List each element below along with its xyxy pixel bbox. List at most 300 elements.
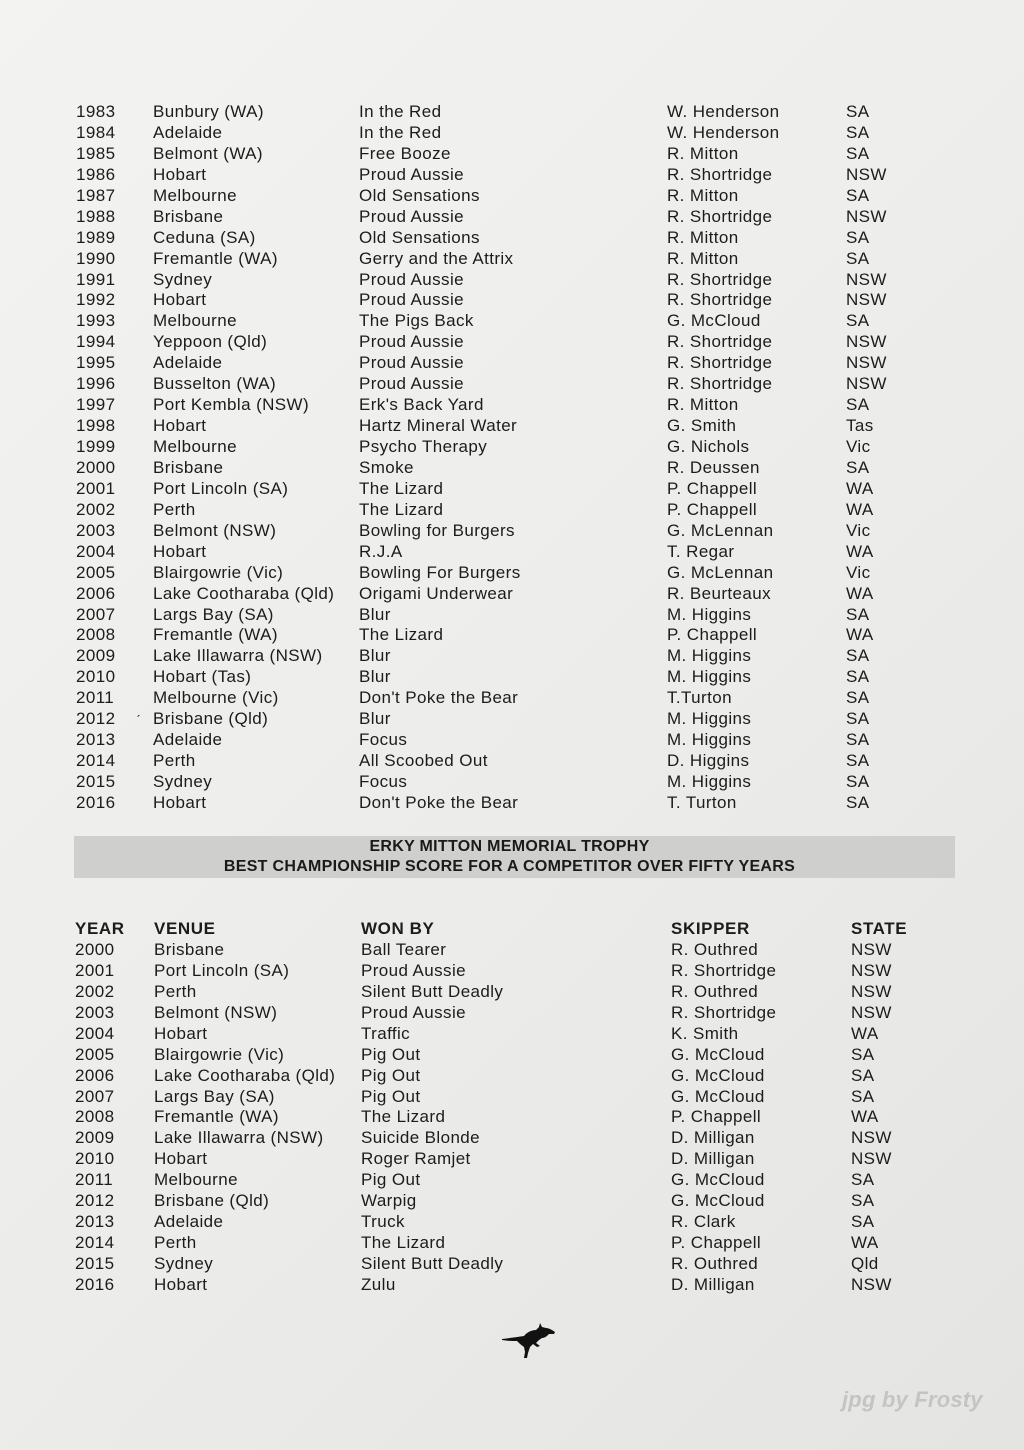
cell-skipper: R. Shortridge bbox=[667, 374, 773, 394]
cell-venue: Sydney bbox=[153, 772, 213, 791]
cell-won-by: Truck bbox=[361, 1212, 405, 1232]
cell-year: 1998 bbox=[76, 416, 116, 436]
cell-skipper: R. Mitton bbox=[667, 227, 739, 247]
cell-venue: Melbourne bbox=[154, 1170, 238, 1190]
cell-won-by: Zulu bbox=[361, 1274, 396, 1294]
table-row bbox=[0, 437, 1024, 458]
cell-skipper: P. Chappell bbox=[667, 499, 758, 519]
cell-venue: Port Lincoln (SA) bbox=[154, 960, 290, 980]
cell-state: NSW bbox=[846, 164, 887, 184]
cell-state: SA bbox=[846, 792, 870, 812]
cell-venue: Melbourne bbox=[153, 311, 237, 331]
cell-state: NSW bbox=[851, 939, 892, 959]
cell-won-by: Blur bbox=[359, 646, 391, 666]
cell-won-by: Hartz Mineral Water bbox=[359, 416, 518, 436]
cell-skipper: M. Higgins bbox=[667, 709, 752, 729]
table-row bbox=[0, 542, 1024, 563]
cell-venue: Belmont (WA) bbox=[153, 143, 263, 163]
cell-skipper: M. Higgins bbox=[667, 604, 752, 624]
cell-venue: Sydney bbox=[153, 269, 213, 289]
cell-skipper: R. Shortridge bbox=[667, 332, 773, 352]
cell-won-by: Suicide Blonde bbox=[361, 1128, 481, 1148]
cell-venue: Sydney bbox=[154, 1254, 214, 1273]
cell-venue: Belmont (NSW) bbox=[154, 1002, 278, 1022]
cell-skipper: W. Henderson bbox=[667, 102, 780, 121]
cell-venue: Yeppoon (Qld) bbox=[153, 332, 268, 352]
cell-year: 2010 bbox=[75, 1149, 115, 1169]
cell-skipper: R. Deussen bbox=[667, 457, 760, 477]
cell-won-by: Free Booze bbox=[359, 143, 451, 163]
cell-venue: Brisbane (Qld) bbox=[154, 1191, 270, 1211]
cell-venue: Fremantle (WA) bbox=[153, 625, 278, 645]
cell-venue: Perth bbox=[153, 751, 196, 771]
cell-state: NSW bbox=[846, 206, 887, 226]
cell-skipper: G. McCloud bbox=[671, 1044, 765, 1064]
cell-won-by: In the Red bbox=[359, 122, 442, 142]
cell-state: SA bbox=[846, 730, 870, 750]
cell-venue: Adelaide bbox=[153, 122, 223, 142]
cell-skipper: R. Shortridge bbox=[667, 206, 773, 226]
cell-won-by: The Lizard bbox=[359, 499, 444, 519]
cell-state: NSW bbox=[846, 332, 887, 352]
cell-skipper: R. Clark bbox=[671, 1212, 736, 1232]
cell-venue: Hobart bbox=[153, 416, 207, 436]
table-row bbox=[0, 730, 1024, 751]
table-row bbox=[0, 1254, 1024, 1275]
cell-venue: Hobart bbox=[154, 1023, 208, 1043]
cell-won-by: Warpig bbox=[361, 1191, 417, 1211]
cell-won-by: Proud Aussie bbox=[361, 1002, 466, 1022]
cell-won-by: Old Sensations bbox=[359, 227, 480, 247]
cell-skipper: M. Higgins bbox=[667, 730, 752, 750]
cell-state: SA bbox=[846, 772, 870, 791]
cell-skipper: R. Mitton bbox=[667, 248, 739, 268]
trophy-title: ERKY MITTON MEMORIAL TROPHY bbox=[369, 838, 650, 855]
cell-won-by: Pig Out bbox=[361, 1086, 421, 1106]
cell-venue: Brisbane bbox=[153, 457, 224, 477]
cell-skipper: G. McLennan bbox=[667, 520, 774, 540]
cell-venue: Lake Illawarra (NSW) bbox=[154, 1128, 324, 1148]
cell-state: SA bbox=[846, 102, 870, 121]
cell-year: 2011 bbox=[76, 688, 115, 708]
cell-skipper: P. Chappell bbox=[667, 478, 758, 498]
table-row bbox=[0, 940, 1024, 961]
cell-venue: Lake Cootharaba (Qld) bbox=[153, 583, 335, 603]
cell-won-by: Erk's Back Yard bbox=[359, 395, 484, 415]
cell-year: 2015 bbox=[75, 1254, 115, 1273]
cell-venue: Blairgowrie (Vic) bbox=[153, 562, 284, 582]
cell-venue: Port Lincoln (SA) bbox=[153, 478, 289, 498]
cell-skipper: R. Outhred bbox=[671, 1254, 759, 1273]
cell-state: Qld bbox=[851, 1254, 879, 1273]
table-row bbox=[0, 144, 1024, 165]
cell-state: WA bbox=[846, 541, 874, 561]
cell-won-by: Proud Aussie bbox=[359, 353, 464, 373]
cell-skipper: R. Outhred bbox=[671, 939, 759, 959]
cell-won-by: Proud Aussie bbox=[359, 332, 464, 352]
cell-state: NSW bbox=[851, 981, 892, 1001]
cell-skipper: T.Turton bbox=[667, 688, 732, 708]
cell-state: NSW bbox=[851, 1128, 892, 1148]
cell-won-by: Don't Poke the Bear bbox=[359, 792, 519, 812]
cell-skipper: G. McCloud bbox=[671, 1065, 765, 1085]
cell-venue: Ceduna (SA) bbox=[153, 227, 256, 247]
cell-state: NSW bbox=[851, 960, 892, 980]
table-row bbox=[0, 1107, 1024, 1128]
cell-won-by: Silent Butt Deadly bbox=[361, 1254, 504, 1273]
cell-year: 2007 bbox=[76, 604, 116, 624]
cell-year: 2009 bbox=[76, 646, 116, 666]
cell-state: WA bbox=[846, 478, 874, 498]
cell-venue: Lake Illawarra (NSW) bbox=[153, 646, 323, 666]
cell-venue: Adelaide bbox=[153, 730, 223, 750]
cell-won-by: Proud Aussie bbox=[359, 290, 464, 310]
cell-state: Vic bbox=[846, 562, 871, 582]
cell-state: Tas bbox=[846, 416, 874, 436]
cell-year: 2005 bbox=[76, 562, 116, 582]
cell-won-by: Ball Tearer bbox=[361, 939, 447, 959]
cell-won-by: All Scoobed Out bbox=[359, 751, 488, 771]
cell-year: 2008 bbox=[75, 1107, 115, 1127]
cell-year: 2004 bbox=[76, 541, 116, 561]
cell-year: 2001 bbox=[75, 960, 115, 980]
cell-venue: Melbourne bbox=[153, 437, 237, 456]
cell-state: SA bbox=[846, 395, 870, 415]
cell-venue: Adelaide bbox=[154, 1212, 224, 1232]
results-table-bottom bbox=[0, 919, 1024, 1296]
table-row bbox=[0, 1087, 1024, 1108]
table-row bbox=[0, 374, 1024, 395]
cell-skipper: G. McLennan bbox=[667, 562, 774, 582]
cell-year: 1990 bbox=[76, 248, 116, 268]
cell-year: 2002 bbox=[75, 981, 115, 1001]
cell-skipper: P. Chappell bbox=[667, 625, 758, 645]
table-row bbox=[0, 688, 1024, 709]
table-row bbox=[0, 207, 1024, 228]
cell-venue: Busselton (WA) bbox=[153, 374, 277, 394]
cell-won-by: Bowling for Burgers bbox=[359, 520, 515, 540]
cell-skipper: G. McCloud bbox=[671, 1191, 765, 1211]
cell-skipper: R. Shortridge bbox=[671, 1002, 777, 1022]
cell-state: SA bbox=[846, 667, 870, 687]
cell-state: SA bbox=[846, 751, 870, 771]
cell-venue: Melbourne (Vic) bbox=[153, 688, 279, 708]
cell-year: 1994 bbox=[76, 332, 116, 352]
cell-venue: Belmont (NSW) bbox=[153, 520, 277, 540]
table-row bbox=[0, 270, 1024, 291]
cell-year: 2002 bbox=[76, 499, 116, 519]
cell-won-by: The Lizard bbox=[361, 1233, 446, 1253]
cell-won-by: Proud Aussie bbox=[359, 164, 464, 184]
table-row bbox=[0, 584, 1024, 605]
table-row bbox=[0, 605, 1024, 626]
cell-state: NSW bbox=[846, 353, 887, 373]
cell-state: SA bbox=[846, 604, 870, 624]
cell-state: SA bbox=[846, 185, 870, 205]
cell-skipper: T. Regar bbox=[667, 541, 735, 561]
cell-won-by: In the Red bbox=[359, 102, 442, 121]
cell-won-by: Psycho Therapy bbox=[359, 437, 488, 456]
table-row bbox=[0, 1003, 1024, 1024]
cell-skipper: R. Mitton bbox=[667, 143, 739, 163]
cell-venue: Hobart bbox=[154, 1149, 208, 1169]
cell-year: 2009 bbox=[75, 1128, 115, 1148]
cell-skipper: T. Turton bbox=[667, 792, 737, 812]
cell-won-by: The Lizard bbox=[361, 1107, 446, 1127]
cell-state: NSW bbox=[851, 1002, 892, 1022]
cell-won-by: R.J.A bbox=[359, 541, 403, 561]
cell-year: 2006 bbox=[75, 1065, 115, 1085]
cell-venue: Hobart bbox=[153, 290, 207, 310]
cell-venue: Blairgowrie (Vic) bbox=[154, 1044, 285, 1064]
cell-state: SA bbox=[846, 457, 870, 477]
cell-venue: Hobart bbox=[153, 164, 207, 184]
cell-skipper: D. Milligan bbox=[671, 1149, 755, 1169]
cell-state: WA bbox=[851, 1233, 879, 1253]
table-row bbox=[0, 165, 1024, 186]
cell-skipper: M. Higgins bbox=[667, 646, 752, 666]
cell-won-by: Pig Out bbox=[361, 1170, 421, 1190]
table-row bbox=[0, 1275, 1024, 1296]
cell-year: 2013 bbox=[75, 1212, 115, 1232]
cell-won-by: Smoke bbox=[359, 457, 414, 477]
trophy-heading-band bbox=[74, 836, 955, 878]
cell-year: 2001 bbox=[76, 478, 116, 498]
cell-year: 2006 bbox=[76, 583, 116, 603]
cell-state: SA bbox=[851, 1170, 875, 1190]
cell-won-by: Don't Poke the Bear bbox=[359, 688, 519, 708]
table-row bbox=[0, 332, 1024, 353]
cell-skipper: G. Smith bbox=[667, 416, 737, 436]
cell-year: 2013 bbox=[76, 730, 116, 750]
cell-state: Vic bbox=[846, 437, 871, 456]
cell-year: 1988 bbox=[76, 206, 116, 226]
cell-state: SA bbox=[851, 1191, 875, 1211]
header-venue: VENUE bbox=[154, 919, 216, 938]
cell-skipper: R. Beurteaux bbox=[667, 583, 772, 603]
cell-state: SA bbox=[851, 1086, 875, 1106]
table-row bbox=[0, 563, 1024, 584]
cell-year: 2015 bbox=[76, 772, 116, 791]
cell-venue: Lake Cootharaba (Qld) bbox=[154, 1065, 336, 1085]
cell-state: Vic bbox=[846, 520, 871, 540]
cell-skipper: M. Higgins bbox=[667, 667, 752, 687]
cell-year: 2000 bbox=[75, 939, 115, 959]
cell-year: 2014 bbox=[76, 751, 116, 771]
header-year: YEAR bbox=[75, 919, 125, 938]
cell-skipper: P. Chappell bbox=[671, 1233, 762, 1253]
cell-skipper: G. Nichols bbox=[667, 437, 750, 456]
cell-year: 1991 bbox=[76, 269, 116, 289]
cell-year: 1983 bbox=[76, 102, 116, 121]
table-row bbox=[0, 667, 1024, 688]
cell-skipper: R. Mitton bbox=[667, 185, 739, 205]
cell-venue: Largs Bay (SA) bbox=[154, 1086, 275, 1106]
cell-year: 1993 bbox=[76, 311, 116, 331]
cell-skipper: R. Shortridge bbox=[667, 164, 773, 184]
cell-year: 1985 bbox=[76, 143, 116, 163]
table-row bbox=[0, 1233, 1024, 1254]
cell-won-by: Origami Underwear bbox=[359, 583, 514, 603]
cell-year: 2011 bbox=[75, 1170, 114, 1190]
table-row bbox=[0, 1212, 1024, 1233]
cell-won-by: Focus bbox=[359, 730, 408, 750]
cell-won-by: Traffic bbox=[361, 1023, 411, 1043]
table-row bbox=[0, 961, 1024, 982]
cell-year: 2003 bbox=[75, 1002, 115, 1022]
cell-year: 1989 bbox=[76, 227, 116, 247]
cell-state: SA bbox=[846, 248, 870, 268]
cell-venue: Hobart bbox=[153, 792, 207, 812]
kangaroo-icon bbox=[500, 1320, 558, 1360]
cell-won-by: Blur bbox=[359, 604, 391, 624]
cell-won-by: Bowling For Burgers bbox=[359, 562, 521, 582]
cell-year: 2014 bbox=[75, 1233, 115, 1253]
cell-venue: Brisbane (Qld) bbox=[153, 709, 269, 729]
table-row bbox=[0, 772, 1024, 793]
table-row bbox=[0, 228, 1024, 249]
cell-state: SA bbox=[846, 709, 870, 729]
cell-venue: Melbourne bbox=[153, 185, 237, 205]
cell-year: 1984 bbox=[76, 122, 116, 142]
cell-won-by: The Pigs Back bbox=[359, 311, 474, 331]
cell-year: 2007 bbox=[75, 1086, 115, 1106]
cell-state: NSW bbox=[846, 290, 887, 310]
cell-state: SA bbox=[846, 143, 870, 163]
cell-skipper: G. McCloud bbox=[671, 1086, 765, 1106]
watermark-text: jpg by Frosty bbox=[842, 1387, 983, 1412]
table-row bbox=[0, 751, 1024, 772]
table-row bbox=[0, 290, 1024, 311]
cell-year: 2000 bbox=[76, 457, 116, 477]
header-skipper: SKIPPER bbox=[671, 919, 750, 938]
trophy-subtitle: BEST CHAMPIONSHIP SCORE FOR A COMPETITOR OVER FIFTY YEARS bbox=[223, 858, 796, 875]
cell-won-by: Proud Aussie bbox=[361, 960, 466, 980]
cell-state: SA bbox=[851, 1212, 875, 1232]
table-row bbox=[0, 709, 1024, 730]
table-row bbox=[0, 982, 1024, 1003]
table-row bbox=[0, 625, 1024, 646]
cell-venue: Perth bbox=[153, 499, 196, 519]
cell-won-by: Blur bbox=[359, 709, 391, 729]
cell-won-by: Roger Ramjet bbox=[361, 1149, 471, 1169]
cell-year: 2012 bbox=[75, 1191, 115, 1211]
pen-tick-mark: ˊ bbox=[136, 712, 141, 728]
cell-venue: Hobart bbox=[153, 541, 207, 561]
cell-venue: Fremantle (WA) bbox=[154, 1107, 279, 1127]
cell-state: SA bbox=[846, 646, 870, 666]
cell-skipper: D. Milligan bbox=[671, 1128, 755, 1148]
table-row bbox=[0, 1191, 1024, 1212]
cell-state: NSW bbox=[851, 1149, 892, 1169]
cell-skipper: D. Milligan bbox=[671, 1274, 755, 1294]
table-row bbox=[0, 311, 1024, 332]
cell-year: 1986 bbox=[76, 164, 116, 184]
cell-year: 1996 bbox=[76, 374, 116, 394]
cell-state: WA bbox=[846, 583, 874, 603]
table-row bbox=[0, 1149, 1024, 1170]
table-row bbox=[0, 249, 1024, 270]
cell-venue: Largs Bay (SA) bbox=[153, 604, 274, 624]
cell-year: 2005 bbox=[75, 1044, 115, 1064]
cell-year: 1992 bbox=[76, 290, 116, 310]
cell-year: 1987 bbox=[76, 185, 116, 205]
table-row bbox=[0, 646, 1024, 667]
cell-skipper: R. Shortridge bbox=[667, 353, 773, 373]
cell-venue: Brisbane bbox=[154, 939, 225, 959]
cell-skipper: R. Outhred bbox=[671, 981, 759, 1001]
table-row bbox=[0, 123, 1024, 144]
cell-skipper: P. Chappell bbox=[671, 1107, 762, 1127]
table-row bbox=[0, 186, 1024, 207]
cell-year: 2003 bbox=[76, 520, 116, 540]
cell-state: WA bbox=[846, 625, 874, 645]
table-row bbox=[0, 353, 1024, 374]
cell-state: SA bbox=[851, 1065, 875, 1085]
cell-skipper: R. Shortridge bbox=[671, 960, 777, 980]
cell-year: 1995 bbox=[76, 353, 116, 373]
cell-skipper: D. Higgins bbox=[667, 751, 750, 771]
table-row bbox=[0, 1066, 1024, 1087]
cell-year: 2010 bbox=[76, 667, 116, 687]
cell-year: 1999 bbox=[76, 437, 116, 456]
cell-venue: Hobart (Tas) bbox=[153, 667, 252, 687]
cell-won-by: The Lizard bbox=[359, 625, 444, 645]
cell-won-by: Gerry and the Attrix bbox=[359, 248, 514, 268]
cell-skipper: M. Higgins bbox=[667, 772, 752, 791]
cell-won-by: Proud Aussie bbox=[359, 374, 464, 394]
cell-venue: Adelaide bbox=[153, 353, 223, 373]
cell-state: NSW bbox=[846, 374, 887, 394]
table-row bbox=[0, 1128, 1024, 1149]
cell-year: 2012 bbox=[76, 709, 116, 729]
cell-state: SA bbox=[851, 1044, 875, 1064]
cell-skipper: R. Mitton bbox=[667, 395, 739, 415]
cell-won-by: Silent Butt Deadly bbox=[361, 981, 504, 1001]
cell-year: 2004 bbox=[75, 1023, 115, 1043]
table-row bbox=[0, 1170, 1024, 1191]
cell-venue: Brisbane bbox=[153, 206, 224, 226]
results-table-top bbox=[0, 102, 1024, 814]
cell-state: SA bbox=[846, 688, 870, 708]
cell-state: NSW bbox=[851, 1274, 892, 1294]
table-row bbox=[0, 458, 1024, 479]
header-won-by: WON BY bbox=[361, 919, 435, 938]
cell-state: WA bbox=[846, 499, 874, 519]
cell-venue: Bunbury (WA) bbox=[153, 102, 264, 121]
cell-year: 2016 bbox=[75, 1274, 115, 1294]
cell-venue: Perth bbox=[154, 1233, 197, 1253]
table-row bbox=[0, 793, 1024, 814]
cell-year: 2008 bbox=[76, 625, 116, 645]
cell-won-by: The Lizard bbox=[359, 478, 444, 498]
cell-skipper: G. McCloud bbox=[667, 311, 761, 331]
table-row bbox=[0, 395, 1024, 416]
cell-state: WA bbox=[851, 1023, 879, 1043]
cell-skipper: K. Smith bbox=[671, 1023, 739, 1043]
cell-state: SA bbox=[846, 227, 870, 247]
cell-state: NSW bbox=[846, 269, 887, 289]
table-row bbox=[0, 1045, 1024, 1066]
cell-skipper: G. McCloud bbox=[671, 1170, 765, 1190]
cell-won-by: Blur bbox=[359, 667, 391, 687]
table-header-row bbox=[0, 919, 1024, 940]
table-row bbox=[0, 102, 1024, 123]
cell-state: SA bbox=[846, 311, 870, 331]
cell-won-by: Proud Aussie bbox=[359, 269, 464, 289]
cell-won-by: Old Sensations bbox=[359, 185, 480, 205]
table-row bbox=[0, 521, 1024, 542]
